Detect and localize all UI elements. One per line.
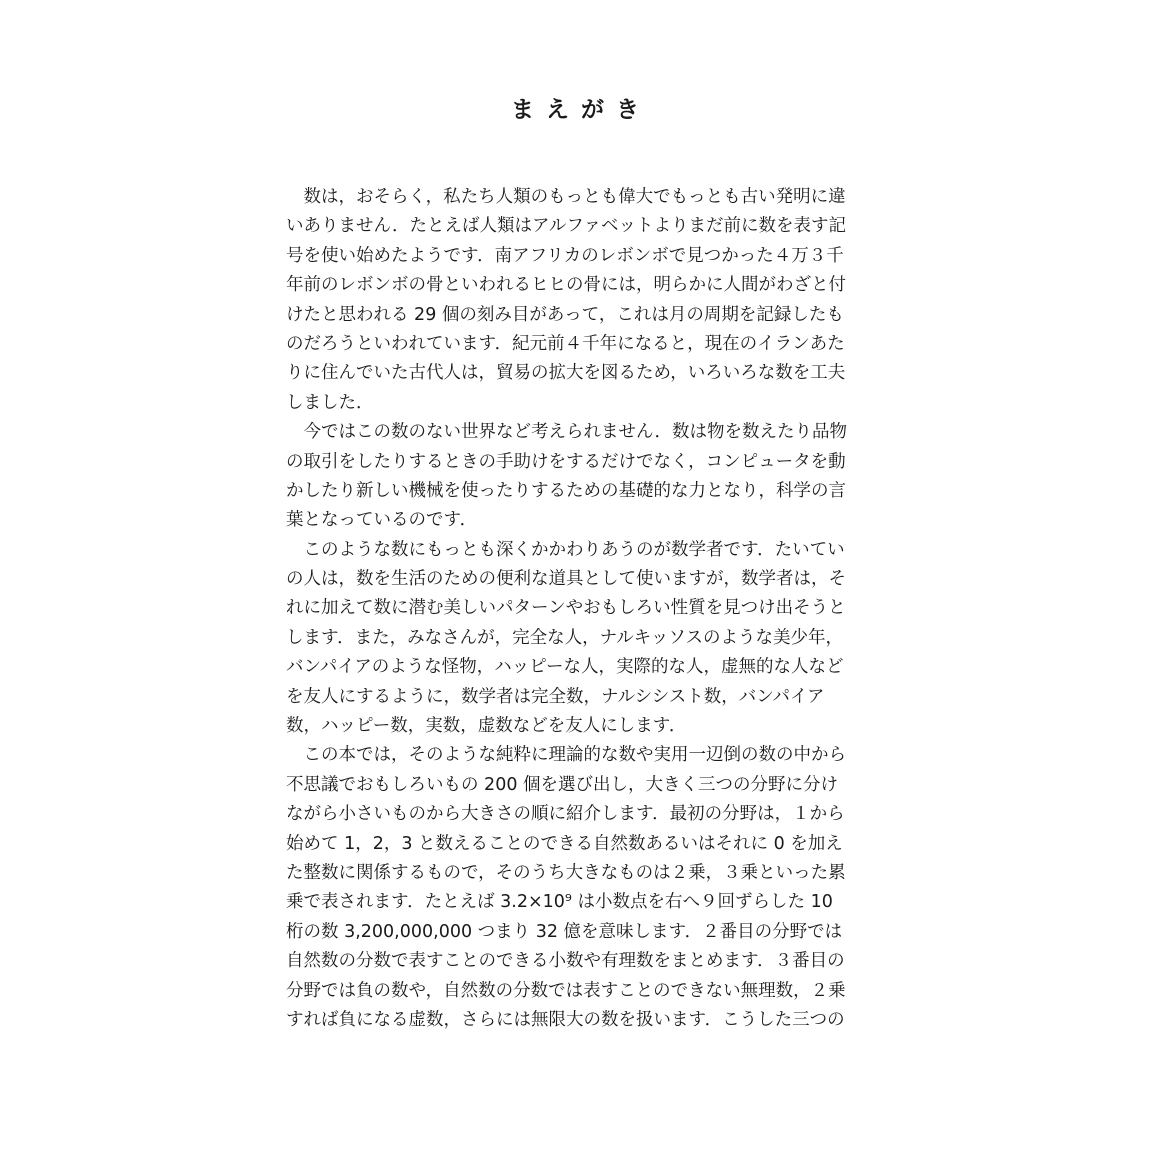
text-line: を友人にするように，数学者は完全数，ナルシシスト数，バンパイア [286,686,825,707]
text-line: 不思議でおもしろいもの 200 個を選び出し，大きく三つの分野に分け [286,774,839,795]
text-line: します．また，みなさんが，完全な人，ナルキッソスのような美少年， [286,627,844,648]
text-line: けたと思われる 29 個の刻み目があって，これは月の周期を記録したも [286,304,844,325]
text-line: りに住んでいた古代人は，貿易の拡大を図るため，いろいろな数を工夫 [286,363,846,384]
text-line: 乗で表されます．たとえば 3.2×10⁹ は小数点を右へ９回ずらした 10 [286,892,833,913]
text-line: この本では，そのような純粋に理論的な数や実用一辺倒の数の中から [286,745,846,766]
text-line: バンパイアのような怪物，ハッピーな人，実際的な人，虚無的な人など [286,657,844,678]
text-line: の取引をしたりするときの手助けをするだけでなく，コンピュータを動 [286,451,846,472]
text-line: 桁の数 3,200,000,000 つまり 32 億を意味します．２番目の分野では [286,921,843,942]
text-line: の人は，数を生活のための便利な道具として使いますが，数学者は，そ [286,569,846,590]
text-line: 葉となっているのです． [286,510,478,531]
text-line: かしたり新しい機械を使ったりするための基礎的な力となり，科学の言 [286,480,846,501]
text-line: 始めて 1，2，3 と数えることのできる自然数あるいはそれに 0 を加え [286,833,843,854]
text-line: いありません．たとえば人類はアルファベットよりまだ前に数を表す記 [286,216,846,237]
text-line: すれば負になる虚数，さらには無限大の数を扱います．こうした三つの [286,1009,845,1030]
text-line: 年前のレボンボの骨といわれるヒヒの骨には，明らかに人間がわざと付 [286,275,846,296]
text-line: 今ではこの数のない世界など考えられません．数は物を数えたり品物 [286,422,848,443]
text-line: ながら小さいものから大きさの順に紹介します．最初の分野は，１から [286,804,845,825]
text-line: 号を使い始めたようです．南アフリカのレボンボで見つかった４万３千 [286,245,844,266]
text-line: れに加えて数に潜む美しいパターンやおもしろい性質を見つけ出そうと [286,598,846,619]
page-title: まえがき [511,97,651,123]
text-line: 分野では負の数や，自然数の分数では表すことのできない無理数，２乗 [286,980,846,1001]
text-line: このような数にもっとも深くかかわりあうのが数学者です．たいてい [286,539,845,560]
body-text [286,183,886,1035]
text-line: 自然数の分数で表すことのできる小数や有理数をまとめます．３番目の [286,951,845,972]
text-line: た整数に関係するもので，そのうち大きなものは２乗，３乗といった累 [286,862,846,883]
text-line: 数は，おそらく，私たち人類のもっとも偉大でもっとも古い発明に違 [286,187,846,207]
text-line: のだろうといわれています．紀元前４千年になると，現在のイランあた [286,333,845,354]
text-line: しました． [286,392,374,413]
text-line: 数，ハッピー数，実数，虚数などを友人にします． [286,716,687,737]
